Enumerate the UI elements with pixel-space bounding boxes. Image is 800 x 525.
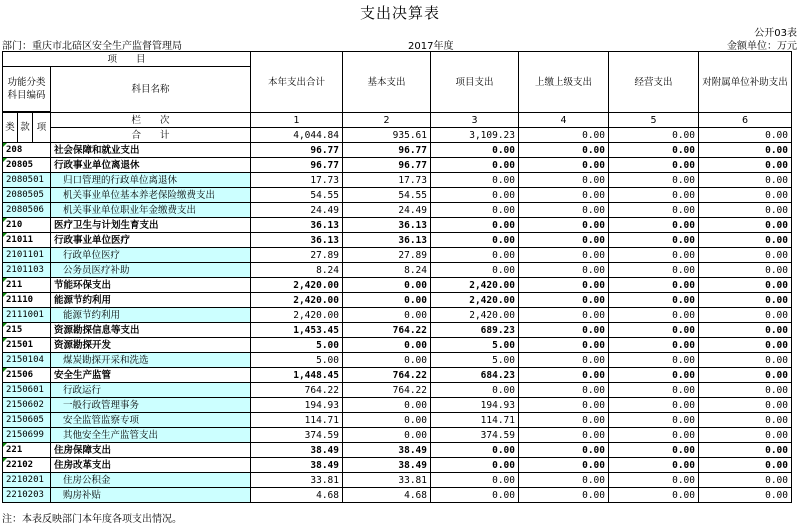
amount-cell: 0.00 — [699, 353, 792, 368]
amount-cell: 0.00 — [609, 158, 699, 173]
amount-cell: 194.93 — [251, 398, 343, 413]
subject-code: 2210201 — [3, 473, 51, 488]
amount-unit-label: 金额单位：万元 — [727, 41, 797, 52]
amount-cell: 0.00 — [609, 368, 699, 383]
amount-cell: 0.00 — [609, 428, 699, 443]
subject-name: 购房补贴 — [51, 488, 251, 503]
subject-name: 资源勘探开发 — [51, 338, 251, 353]
table-row — [3, 383, 792, 398]
form-number: 公开03表 — [754, 28, 797, 39]
amount-cell: 764.22 — [251, 383, 343, 398]
amount-cell: 0.00 — [699, 188, 792, 203]
amount-cell: 0.00 — [609, 278, 699, 293]
subject-name: 煤炭勘探开采和洗选 — [51, 353, 251, 368]
table-row — [3, 323, 792, 338]
header-basic: 基本支出 — [343, 52, 431, 113]
table-row — [3, 488, 792, 503]
amount-cell: 684.23 — [431, 368, 519, 383]
header-lei: 类 — [3, 113, 18, 143]
amount-cell: 2,420.00 — [431, 293, 519, 308]
col-num-3: 3 — [431, 113, 519, 128]
header-kuan: 款 — [18, 113, 33, 143]
subject-code: 211 — [3, 278, 51, 293]
table-row — [3, 473, 792, 488]
subject-code: 2150602 — [3, 398, 51, 413]
amount-cell: 0.00 — [609, 458, 699, 473]
amount-cell: 0.00 — [699, 413, 792, 428]
amount-cell: 0.00 — [519, 458, 609, 473]
subject-name: 住房改革支出 — [51, 458, 251, 473]
amount-cell: 0.00 — [431, 203, 519, 218]
amount-cell: 374.59 — [251, 428, 343, 443]
amount-cell: 0.00 — [699, 278, 792, 293]
col-num-1: 1 — [251, 113, 343, 128]
amount-cell: 96.77 — [343, 158, 431, 173]
table-row — [3, 233, 792, 248]
subject-code: 20805 — [3, 158, 51, 173]
amount-cell: 114.71 — [431, 413, 519, 428]
amount-cell: 374.59 — [431, 428, 519, 443]
subject-name: 资源勘探信息等支出 — [51, 323, 251, 338]
amount-cell: 0.00 — [609, 248, 699, 263]
amount-cell: 38.49 — [251, 443, 343, 458]
subject-code: 221 — [3, 443, 51, 458]
amount-cell: 0.00 — [431, 248, 519, 263]
amount-cell: 0.00 — [609, 188, 699, 203]
amount-cell: 24.49 — [343, 203, 431, 218]
amount-cell: 764.22 — [343, 323, 431, 338]
amount-cell: 0.00 — [519, 473, 609, 488]
amount-cell: 0.00 — [519, 278, 609, 293]
col-num-2: 2 — [343, 113, 431, 128]
amount-cell: 0.00 — [519, 323, 609, 338]
subject-code: 2210203 — [3, 488, 51, 503]
subject-name: 行政运行 — [51, 383, 251, 398]
amount-cell: 0.00 — [609, 218, 699, 233]
header-xiang: 项 — [33, 113, 51, 143]
amount-cell: 0.00 — [519, 233, 609, 248]
header-subsidy: 对附属单位补助支出 — [699, 52, 792, 113]
amount-cell: 0.00 — [699, 368, 792, 383]
amount-cell: 0.00 — [519, 248, 609, 263]
amount-cell: 0.00 — [519, 173, 609, 188]
header-superior: 上缴上级支出 — [519, 52, 609, 113]
subject-name: 一般行政管理事务 — [51, 398, 251, 413]
subject-name: 医疗卫生与计划生育支出 — [51, 218, 251, 233]
amount-cell: 36.13 — [251, 218, 343, 233]
amount-cell: 0.00 — [431, 218, 519, 233]
amount-cell: 0.00 — [699, 233, 792, 248]
amount-cell: 5.00 — [431, 338, 519, 353]
subject-code: 2150601 — [3, 383, 51, 398]
table-row — [3, 263, 792, 278]
amount-cell: 0.00 — [699, 218, 792, 233]
amount-cell: 2,420.00 — [251, 308, 343, 323]
amount-cell: 0.00 — [343, 413, 431, 428]
amount-cell: 54.55 — [251, 188, 343, 203]
subject-name: 社会保障和就业支出 — [51, 143, 251, 158]
amount-cell: 33.81 — [343, 473, 431, 488]
amount-cell: 0.00 — [609, 233, 699, 248]
table-row — [3, 218, 792, 233]
amount-cell: 0.00 — [699, 458, 792, 473]
amount-cell: 0.00 — [343, 278, 431, 293]
header-total: 本年支出合计 — [251, 52, 343, 113]
amount-cell: 0.00 — [609, 323, 699, 338]
subject-name: 安全监管监察专项 — [51, 413, 251, 428]
amount-cell: 4.68 — [343, 488, 431, 503]
amount-cell: 0.00 — [519, 368, 609, 383]
subject-code: 2101103 — [3, 263, 51, 278]
subject-name: 节能环保支出 — [51, 278, 251, 293]
amount-cell: 0.00 — [699, 248, 792, 263]
amount-cell: 0.00 — [609, 443, 699, 458]
amount-cell: 0.00 — [431, 173, 519, 188]
amount-cell: 0.00 — [699, 143, 792, 158]
amount-cell: 96.77 — [251, 143, 343, 158]
amount-cell: 0.00 — [519, 398, 609, 413]
amount-cell: 0.00 — [699, 173, 792, 188]
amount-cell: 17.73 — [251, 173, 343, 188]
amount-cell: 0.00 — [431, 188, 519, 203]
amount-cell: 764.22 — [343, 383, 431, 398]
amount-cell: 0.00 — [519, 188, 609, 203]
amount-cell: 5.00 — [251, 353, 343, 368]
report-header-line — [2, 37, 797, 50]
table-row — [3, 203, 792, 218]
amount-cell: 0.00 — [609, 398, 699, 413]
amount-cell: 0.00 — [343, 428, 431, 443]
table-row — [3, 353, 792, 368]
table-row — [3, 338, 792, 353]
amount-cell: 36.13 — [343, 233, 431, 248]
subject-name: 其他安全生产监管支出 — [51, 428, 251, 443]
subject-code: 22102 — [3, 458, 51, 473]
amount-cell: 1,448.45 — [251, 368, 343, 383]
amount-cell: 0.00 — [609, 203, 699, 218]
subject-name: 安全生产监管 — [51, 368, 251, 383]
table-body — [3, 143, 792, 503]
amount-cell: 0.00 — [343, 338, 431, 353]
amount-cell: 0.00 — [699, 203, 792, 218]
amount-cell: 0.00 — [519, 308, 609, 323]
total-value: 0.00 — [609, 128, 699, 143]
amount-cell: 0.00 — [519, 263, 609, 278]
subject-name: 能源节约利用 — [51, 293, 251, 308]
amount-cell: 0.00 — [343, 398, 431, 413]
amount-cell: 0.00 — [431, 488, 519, 503]
amount-cell: 0.00 — [609, 353, 699, 368]
amount-cell: 0.00 — [519, 293, 609, 308]
header-subject-name: 科目名称 — [51, 67, 251, 113]
col-num-4: 4 — [519, 113, 609, 128]
amount-cell: 0.00 — [431, 263, 519, 278]
header-item: 项 目 — [3, 52, 251, 67]
amount-cell: 0.00 — [699, 488, 792, 503]
amount-cell: 0.00 — [699, 158, 792, 173]
table-row — [3, 308, 792, 323]
subject-code: 21501 — [3, 338, 51, 353]
subject-code: 2111001 — [3, 308, 51, 323]
subject-code: 2080505 — [3, 188, 51, 203]
table-row — [3, 368, 792, 383]
amount-cell: 0.00 — [609, 488, 699, 503]
amount-cell: 0.00 — [609, 263, 699, 278]
amount-cell: 0.00 — [519, 413, 609, 428]
amount-cell: 17.73 — [343, 173, 431, 188]
table-row — [3, 443, 792, 458]
amount-cell: 0.00 — [699, 293, 792, 308]
amount-cell: 27.89 — [251, 248, 343, 263]
amount-cell: 0.00 — [609, 143, 699, 158]
expenditure-table — [2, 51, 792, 503]
amount-cell: 0.00 — [519, 143, 609, 158]
amount-cell: 0.00 — [609, 473, 699, 488]
header-lanci: 栏 次 — [51, 113, 251, 128]
amount-cell: 0.00 — [609, 173, 699, 188]
table-row — [3, 143, 792, 158]
subject-code: 2150104 — [3, 353, 51, 368]
total-value: 0.00 — [519, 128, 609, 143]
total-value: 4,044.84 — [251, 128, 343, 143]
col-num-6: 6 — [699, 113, 792, 128]
table-row — [3, 278, 792, 293]
amount-cell: 38.49 — [251, 458, 343, 473]
amount-cell: 0.00 — [609, 293, 699, 308]
table-row — [3, 293, 792, 308]
amount-cell: 33.81 — [251, 473, 343, 488]
amount-cell: 36.13 — [251, 233, 343, 248]
subject-name: 公务员医疗补助 — [51, 263, 251, 278]
amount-cell: 5.00 — [431, 353, 519, 368]
subject-name: 住房公积金 — [51, 473, 251, 488]
subject-name: 归口管理的行政单位离退休 — [51, 173, 251, 188]
amount-cell: 0.00 — [431, 383, 519, 398]
subject-name: 住房保障支出 — [51, 443, 251, 458]
amount-cell: 8.24 — [251, 263, 343, 278]
total-label: 合 计 — [51, 128, 251, 143]
amount-cell: 0.00 — [519, 338, 609, 353]
total-value: 0.00 — [699, 128, 792, 143]
header-project: 项目支出 — [431, 52, 519, 113]
amount-cell: 38.49 — [343, 458, 431, 473]
amount-cell: 114.71 — [251, 413, 343, 428]
table-row — [3, 173, 792, 188]
amount-cell: 0.00 — [699, 263, 792, 278]
amount-cell: 0.00 — [699, 428, 792, 443]
amount-cell: 0.00 — [431, 443, 519, 458]
amount-cell: 0.00 — [699, 398, 792, 413]
amount-cell: 0.00 — [519, 203, 609, 218]
amount-cell: 0.00 — [431, 233, 519, 248]
amount-cell: 0.00 — [609, 383, 699, 398]
amount-cell: 0.00 — [609, 308, 699, 323]
subject-code: 215 — [3, 323, 51, 338]
amount-cell: 54.55 — [343, 188, 431, 203]
subject-code: 208 — [3, 143, 51, 158]
amount-cell: 2,420.00 — [431, 308, 519, 323]
amount-cell: 0.00 — [699, 473, 792, 488]
amount-cell: 27.89 — [343, 248, 431, 263]
amount-cell: 2,420.00 — [251, 278, 343, 293]
table-row — [3, 458, 792, 473]
subject-code: 21011 — [3, 233, 51, 248]
amount-cell: 764.22 — [343, 368, 431, 383]
header-func-code: 功能分类科目编码 — [3, 67, 51, 112]
amount-cell: 0.00 — [699, 323, 792, 338]
subject-code: 2150605 — [3, 413, 51, 428]
amount-cell: 0.00 — [431, 158, 519, 173]
report-title: 支出决算表 — [359, 4, 440, 22]
amount-cell: 8.24 — [343, 263, 431, 278]
header-business: 经营支出 — [609, 52, 699, 113]
subject-name: 行政事业单位医疗 — [51, 233, 251, 248]
subject-code: 2080501 — [3, 173, 51, 188]
col-num-5: 5 — [609, 113, 699, 128]
amount-cell: 0.00 — [431, 458, 519, 473]
table-row — [3, 188, 792, 203]
amount-cell: 2,420.00 — [251, 293, 343, 308]
footnote: 注：本表反映部门本年度各项支出情况。 — [2, 514, 182, 525]
subject-code: 21506 — [3, 368, 51, 383]
amount-cell: 0.00 — [699, 308, 792, 323]
table-row — [3, 398, 792, 413]
amount-cell: 1,453.45 — [251, 323, 343, 338]
amount-cell: 0.00 — [343, 308, 431, 323]
amount-cell: 38.49 — [343, 443, 431, 458]
subject-code: 2101101 — [3, 248, 51, 263]
amount-cell: 0.00 — [609, 413, 699, 428]
amount-cell: 24.49 — [251, 203, 343, 218]
subject-code: 2150699 — [3, 428, 51, 443]
amount-cell: 0.00 — [519, 158, 609, 173]
amount-cell: 96.77 — [343, 143, 431, 158]
amount-cell: 0.00 — [519, 353, 609, 368]
fiscal-year: 2017年度 — [408, 41, 454, 52]
subject-code: 21110 — [3, 293, 51, 308]
total-value: 3,109.23 — [431, 128, 519, 143]
amount-cell: 0.00 — [519, 488, 609, 503]
amount-cell: 0.00 — [519, 428, 609, 443]
amount-cell: 0.00 — [431, 473, 519, 488]
amount-cell: 0.00 — [609, 338, 699, 353]
amount-cell: 0.00 — [699, 383, 792, 398]
table-row — [3, 413, 792, 428]
subject-name: 机关事业单位职业年金缴费支出 — [51, 203, 251, 218]
subject-name: 机关事业单位基本养老保险缴费支出 — [51, 188, 251, 203]
department-label: 部门：重庆市北碚区安全生产监督管理局 — [2, 41, 182, 52]
table-row — [3, 428, 792, 443]
amount-cell: 194.93 — [431, 398, 519, 413]
amount-cell: 0.00 — [699, 338, 792, 353]
subject-name: 行政单位医疗 — [51, 248, 251, 263]
subject-code: 210 — [3, 218, 51, 233]
amount-cell: 36.13 — [343, 218, 431, 233]
table-row — [3, 248, 792, 263]
amount-cell: 0.00 — [519, 218, 609, 233]
amount-cell: 0.00 — [519, 383, 609, 398]
table-row — [3, 158, 792, 173]
amount-cell: 96.77 — [251, 158, 343, 173]
amount-cell: 689.23 — [431, 323, 519, 338]
subject-name: 行政事业单位离退休 — [51, 158, 251, 173]
subject-name: 能源节约利用 — [51, 308, 251, 323]
subject-code: 2080506 — [3, 203, 51, 218]
amount-cell: 0.00 — [699, 443, 792, 458]
amount-cell: 4.68 — [251, 488, 343, 503]
total-value: 935.61 — [343, 128, 431, 143]
amount-cell: 0.00 — [519, 443, 609, 458]
amount-cell: 0.00 — [343, 353, 431, 368]
amount-cell: 5.00 — [251, 338, 343, 353]
amount-cell: 0.00 — [431, 143, 519, 158]
amount-cell: 0.00 — [343, 293, 431, 308]
amount-cell: 2,420.00 — [431, 278, 519, 293]
